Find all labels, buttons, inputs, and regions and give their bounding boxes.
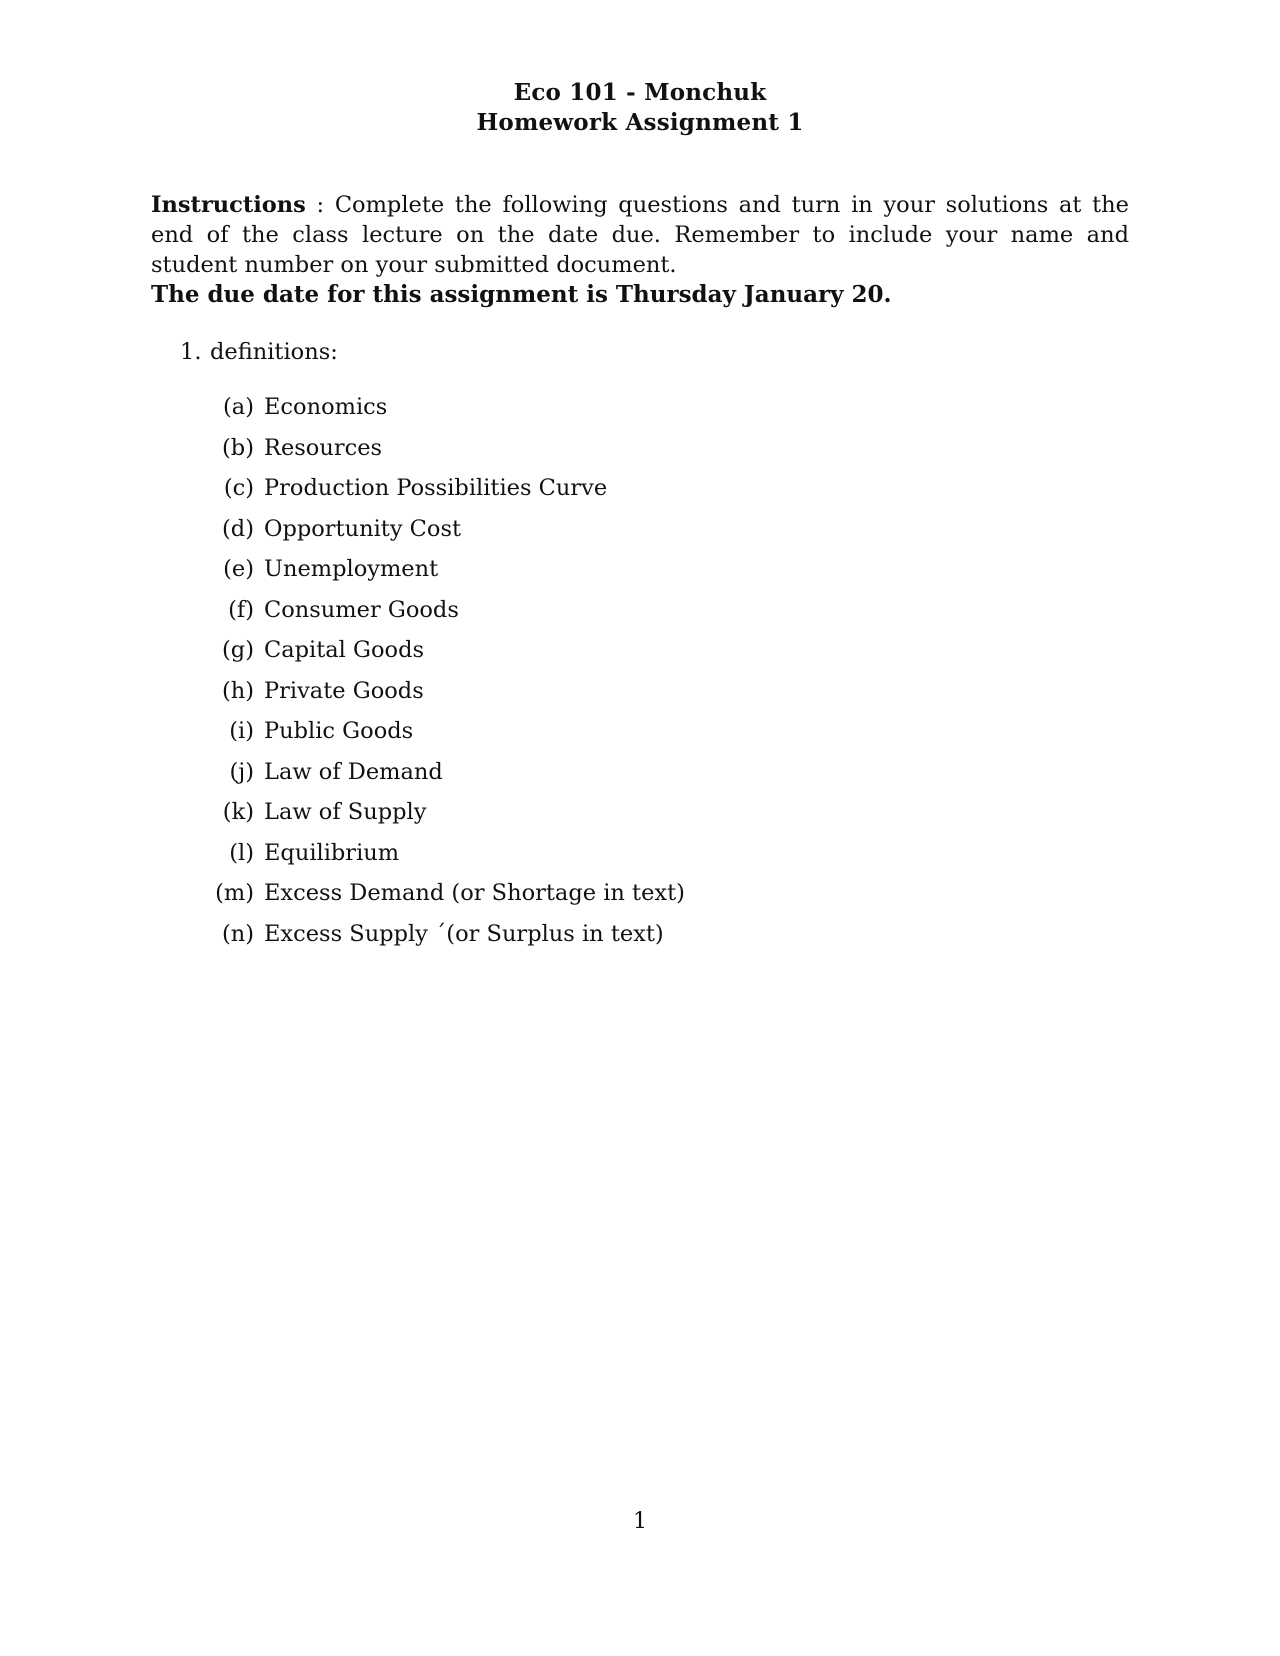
course-title: Eco 101 - Monchuk: [513, 79, 767, 106]
definitions-list: [200, 392, 1000, 959]
question-text: definitions:: [210, 339, 338, 365]
list-item: [200, 595, 1000, 636]
item-term: Public Goods: [264, 718, 414, 744]
list-item: [200, 919, 1000, 960]
item-term: Excess Supply ´(or Surplus in text): [264, 920, 664, 947]
item-marker: (b): [222, 434, 254, 461]
item-marker: (f): [228, 596, 254, 623]
item-marker: (i): [229, 718, 254, 744]
instructions-label: Instructions: [151, 192, 306, 218]
due-date-notice: The due date for this assignment is Thursday January 20.: [151, 281, 892, 308]
item-term: Equilibrium: [264, 839, 400, 866]
item-marker: (a): [223, 394, 254, 420]
assignment-title: Homework Assignment 1: [476, 109, 804, 136]
item-term: Law of Supply: [264, 799, 427, 825]
item-term: Resources: [264, 434, 383, 461]
question-number: 1.: [180, 339, 202, 365]
item-marker: (d): [222, 515, 254, 542]
list-item: [200, 554, 1000, 595]
item-marker: (e): [223, 556, 254, 582]
item-marker: (c): [223, 475, 254, 501]
list-item: [200, 473, 1000, 514]
question-1: [180, 337, 338, 367]
instructions-separator: :: [305, 192, 335, 218]
page-number: 1: [632, 1508, 648, 1534]
item-term: Capital Goods: [264, 637, 425, 663]
list-item: [200, 757, 1000, 798]
item-marker: (l): [229, 839, 254, 866]
list-item: [200, 433, 1000, 474]
list-item: [200, 716, 1000, 757]
list-item: [200, 676, 1000, 717]
item-marker: (k): [222, 799, 254, 825]
list-item: [200, 514, 1000, 555]
item-term: Consumer Goods: [264, 596, 459, 623]
item-marker: (n): [221, 920, 254, 947]
list-item: [200, 392, 1000, 433]
item-marker: (g): [222, 637, 254, 663]
item-term: Private Goods: [264, 677, 424, 704]
item-term: Unemployment: [264, 556, 439, 582]
item-term: Excess Demand (or Shortage in text): [264, 880, 685, 906]
item-marker: (m): [215, 880, 254, 906]
item-term: Opportunity Cost: [264, 515, 462, 542]
list-item: [200, 838, 1000, 879]
item-marker: (j): [229, 758, 254, 785]
list-item: [200, 797, 1000, 838]
item-marker: (h): [221, 677, 254, 704]
list-item: [200, 878, 1000, 919]
item-term: Production Possibilities Curve: [264, 475, 608, 501]
instructions-text: Complete the following questions and turn in your solutions at the end of the class lecture on the date due. Remember to include your name and student number on your submitted document.: [151, 192, 1129, 278]
list-item: [200, 635, 1000, 676]
instructions-paragraph: [151, 190, 1129, 280]
item-term: Law of Demand: [264, 758, 443, 785]
item-term: Economics: [264, 394, 388, 420]
